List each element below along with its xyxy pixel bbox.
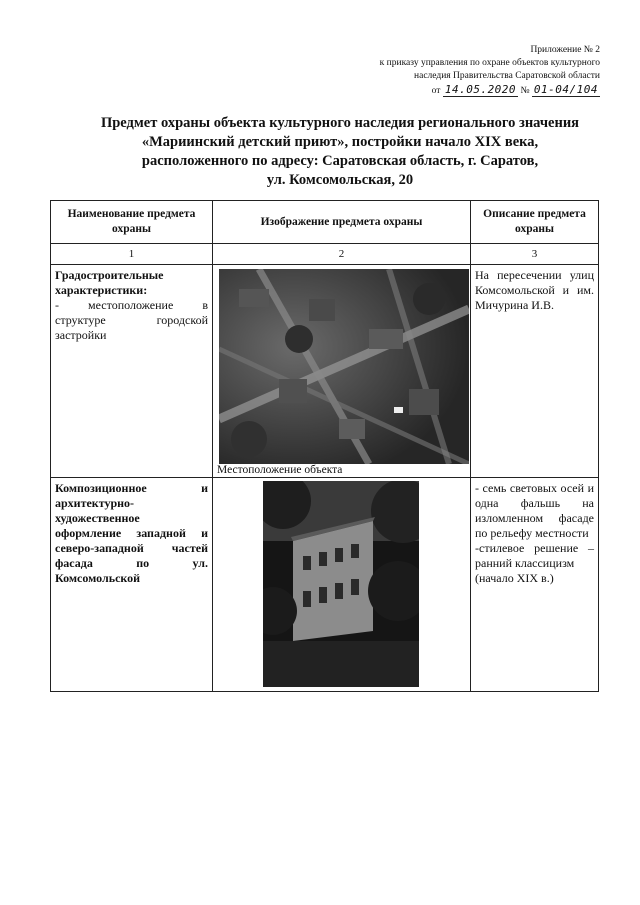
number-label: №	[520, 86, 530, 96]
title-line-4: ул. Комсомольская, 20	[266, 172, 414, 188]
row1-description-cell	[471, 265, 599, 478]
row2-name-cell	[51, 478, 213, 692]
image-caption: Местоположение объекта	[217, 464, 343, 476]
from-label: от	[431, 86, 441, 96]
table-row	[51, 265, 599, 478]
aerial-map-photo	[219, 269, 469, 464]
table-header-row	[51, 201, 599, 244]
row2-image-cell	[213, 478, 471, 692]
title-line-2: «Мариинский детский приют», постройки начало XIX века,	[141, 134, 539, 150]
row1-name-text: - местоположение в структуре городской застройки	[55, 298, 208, 342]
header-name: Наименование предмета охраны	[51, 201, 213, 244]
col-number-3: 3	[471, 244, 599, 265]
header-image: Изображение предмета охраны	[213, 201, 471, 244]
appendix-line-1: Приложение № 2	[530, 45, 600, 55]
row2-name-bold: Композиционное и архитектурно-художественное оформление западной и северо-западной частей фасада по ул. Комсомольской	[55, 481, 208, 585]
handwritten-date: 14.05.2020	[444, 83, 517, 96]
table-row	[51, 478, 599, 692]
row2-description-line-1: - семь световых осей и одна фальшь на изломленном фасаде по рельефу местности	[475, 481, 594, 540]
building-facade-photo	[263, 481, 419, 687]
title-line-3: расположенного по адресу: Саратовская область, г. Саратов,	[141, 153, 539, 169]
row2-description-line-2: -стилевое решение – ранний классицизм	[475, 541, 594, 570]
handwritten-number: 01-04/104	[533, 83, 598, 96]
row2-description-cell	[471, 478, 599, 692]
row1-image-cell	[213, 265, 471, 478]
row1-description: На пересечении улиц Комсомольской и им. Мичурина И.В.	[475, 268, 594, 312]
title-line-1: Предмет охраны объекта культурного наследия регионального значения	[100, 115, 580, 131]
row1-name-cell	[51, 265, 213, 478]
col-number-1: 1	[51, 244, 213, 265]
document-title	[60, 114, 620, 190]
row1-name-bold: Градостроительные характеристики:	[55, 268, 164, 297]
col-number-2: 2	[213, 244, 471, 265]
header-description: Описание предмета охраны	[471, 201, 599, 244]
row2-description-line-3: (начало XIX в.)	[475, 571, 554, 585]
protection-table	[50, 200, 599, 692]
appendix-line-2: к приказу управления по охране объектов культурного	[379, 58, 600, 68]
table-number-row	[51, 244, 599, 265]
appendix-block	[300, 44, 600, 98]
appendix-date-line	[300, 83, 600, 98]
appendix-line-3: наследия Правительства Саратовской области	[414, 71, 600, 81]
